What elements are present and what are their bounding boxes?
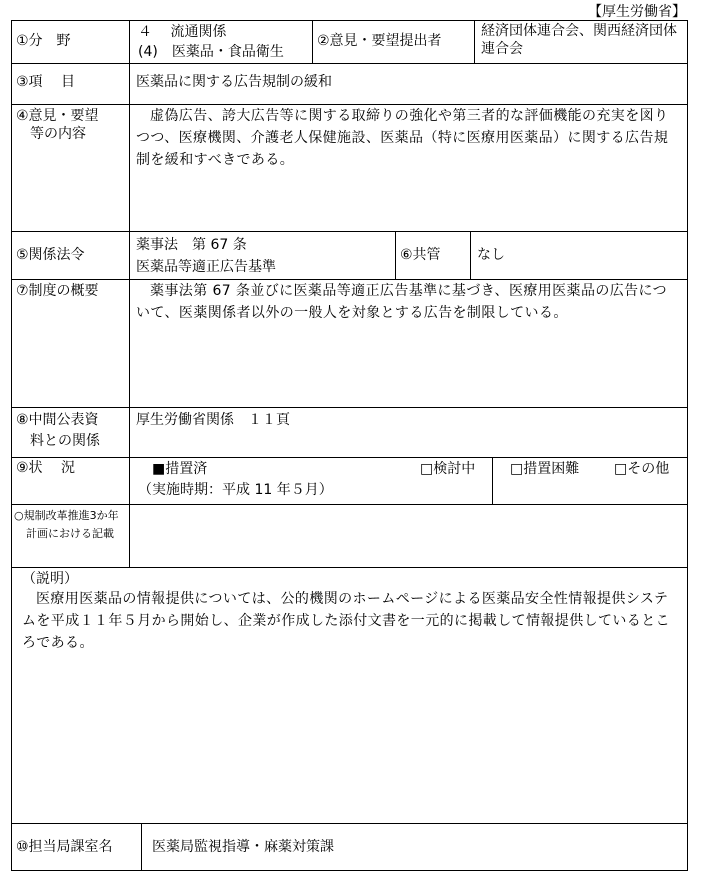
explanation-block: [12, 568, 687, 823]
status-side: [493, 458, 687, 504]
opinion-label-line2: 等の内容: [30, 126, 86, 142]
law-line2: 医薬品等適正広告基準: [136, 259, 276, 275]
bureau-value: 医薬局監視指導・麻薬対策課: [152, 839, 334, 855]
row-outline: [12, 280, 687, 408]
row-interim: [12, 408, 687, 458]
joint-label: ⑥共管: [396, 232, 471, 279]
opinion-label: [12, 105, 130, 231]
opinion-label-line1: ④意見・要望: [16, 108, 99, 124]
submitter-value: 経済団体連合会、関西経済団体連合会: [481, 23, 677, 57]
plan-value: [130, 505, 687, 567]
law-line1: 薬事法 第 67 条: [136, 237, 247, 253]
interim-value: 厚生労働省関係 １１頁: [136, 412, 290, 428]
row-status: [12, 458, 687, 505]
status-reviewing-checkbox: □検討中: [420, 461, 476, 477]
status-done-checkbox: ■措置済: [152, 461, 208, 477]
row-law: [12, 232, 687, 280]
status-period: （実施時期：平成 11 年５月）: [138, 482, 333, 498]
interim-label-line2: 料との関係: [30, 433, 100, 449]
submitter-label: ②意見・要望提出者: [313, 21, 475, 63]
interim-label-line1: ⑧中間公表資: [16, 412, 99, 428]
explanation-heading: （説明）: [22, 571, 78, 587]
status-difficult-checkbox: □措置困難: [510, 461, 580, 477]
row-bureau: [12, 824, 687, 870]
status-label: ⑨状 況: [12, 458, 130, 504]
form-sheet: [11, 20, 688, 871]
row-explanation: [12, 568, 687, 824]
field-label: ①分 野: [12, 21, 130, 63]
bureau-label: ⑩担当局課室名: [12, 824, 142, 870]
plan-label-line2: 計画における記載: [26, 527, 114, 540]
row-field: [12, 21, 687, 64]
outline-label: ⑦制度の概要: [12, 280, 130, 407]
row-plan: [12, 505, 687, 568]
law-value: [130, 232, 396, 279]
opinion-text: 虚偽広告、誇大広告等に関する取締りの強化や第三者的な評価機能の充実を図りつつ、医療機関、介護老人保健施設、医薬品（特に医療用医薬品）に関する広告規制を緩和すべきである。: [136, 108, 669, 168]
field-value: [130, 21, 313, 63]
field-line2: (4) 医薬品・食品衛生: [138, 44, 284, 60]
field-line1: ４ 流通関係: [138, 24, 227, 40]
plan-label: [12, 505, 130, 567]
ministry-label: 【厚生労働省】: [588, 4, 686, 20]
row-opinion: [12, 105, 687, 232]
item-value: 医薬品に関する広告規制の緩和: [136, 74, 332, 90]
plan-label-line1: ○規制改革推進3か年: [14, 509, 119, 522]
outline-text: 薬事法第 67 条並びに医薬品等適正広告基準に基づき、医療用医薬品の広告について、医薬関係者以外の一般人を対象とする広告を制限している。: [136, 283, 668, 321]
law-label: ⑤関係法令: [12, 232, 130, 279]
status-main: [130, 458, 493, 504]
row-item: [12, 64, 687, 105]
joint-value: なし: [477, 247, 505, 263]
explanation-text: 医療用医薬品の情報提供については、公的機関のホームページによる医薬品安全性情報提供システムを平成１１年５月から開始し、企業が作成した添付文書を一元的に掲載して情報提供しているところである。: [22, 591, 670, 651]
item-label: ③項 目: [12, 64, 130, 104]
status-other-checkbox: □その他: [614, 461, 670, 477]
interim-label: [12, 408, 130, 457]
